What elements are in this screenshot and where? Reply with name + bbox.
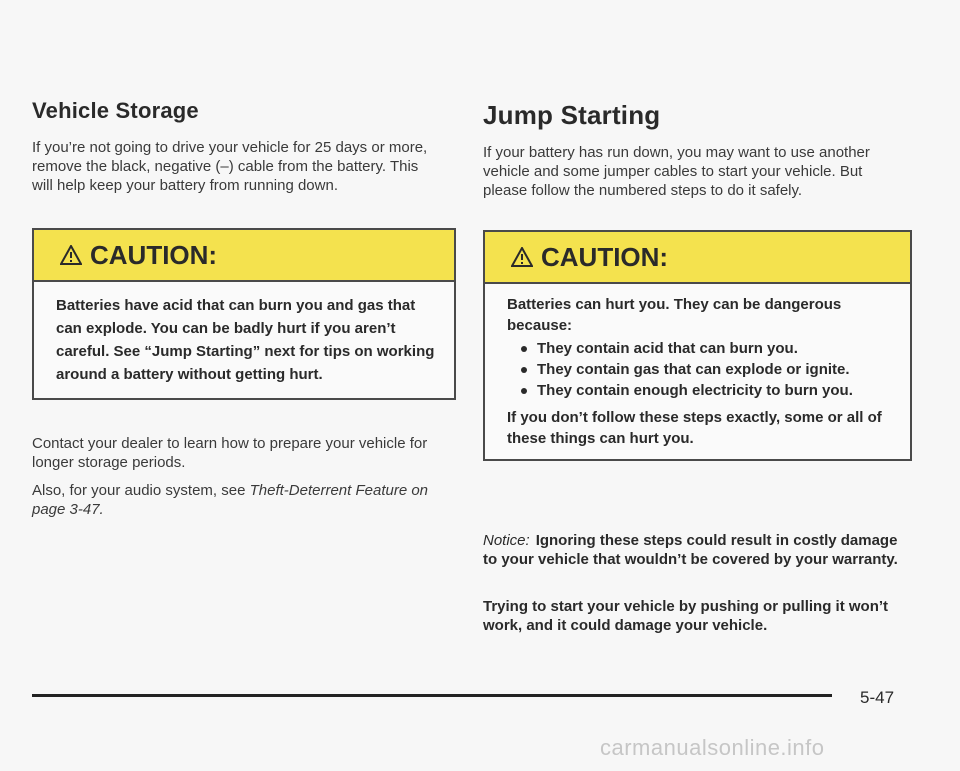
audio-system-text (32, 481, 442, 519)
storage-caution-text: Batteries have acid that can burn you and gas that can explode. You can be badly hurt if you aren’t careful. See “Jump Starting” next for tips on working around a battery without getting hurt. (56, 297, 435, 383)
notice-label: Notice: (483, 532, 530, 549)
contact-dealer-text: Contact your dealer to learn how to prepare your vehicle for longer storage periods. (32, 435, 428, 471)
vehicle-storage-heading: Vehicle Storage (32, 98, 199, 123)
bullet-icon (521, 388, 527, 394)
footer-rule (32, 694, 832, 697)
list-item: They contain gas that can explode or ignite. (507, 359, 894, 380)
warning-triangle-icon (60, 245, 82, 265)
jump-starting-intro: If your battery has run down, you may want to use another vehicle and some jumper cables to start your vehicle. But please follow the numbered steps to do it safely. (483, 144, 870, 199)
storage-caution-box (32, 228, 456, 400)
warning-triangle-icon (511, 247, 533, 267)
list-item: They contain acid that can burn you. (507, 338, 894, 359)
list-item: They contain enough electricity to burn you. (507, 380, 894, 401)
theft-deterrent-reference: Theft-Deterrent Feature on page 3-47. (32, 482, 429, 518)
audio-system-prefix: Also, for your audio system, see (32, 482, 250, 499)
page-number: 5-47 (860, 688, 895, 707)
storage-caution-title: CAUTION: (90, 239, 218, 270)
storage-caution-header (34, 230, 454, 282)
jump-starting-heading: Jump Starting (483, 100, 661, 130)
jump-caution-box (483, 230, 912, 461)
jump-caution-bullets (507, 338, 894, 401)
jump-caution-title: CAUTION: (541, 241, 669, 272)
vehicle-storage-intro: If you’re not going to drive your vehicle for 25 days or more, remove the black, negative (–) cable from the battery. This will help keep your battery from running down. (32, 139, 428, 194)
watermark: carmanualsonline.info (600, 735, 825, 760)
bullet-icon (521, 346, 527, 352)
jump-caution-lead: Batteries can hurt you. They can be dangerous because: (507, 296, 842, 334)
bullet-icon (521, 367, 527, 373)
jump-caution-closing: If you don’t follow these steps exactly, some or all of these things can hurt you. (507, 409, 882, 447)
push-pull-warning: Trying to start your vehicle by pushing or pulling it won’t work, and it could damage your vehicle. (483, 598, 889, 634)
notice-paragraph (483, 531, 908, 569)
notice-text: Ignoring these steps could result in costly damage to your vehicle that wouldn’t be covered by your warranty. (483, 532, 898, 568)
jump-caution-header (485, 232, 910, 284)
